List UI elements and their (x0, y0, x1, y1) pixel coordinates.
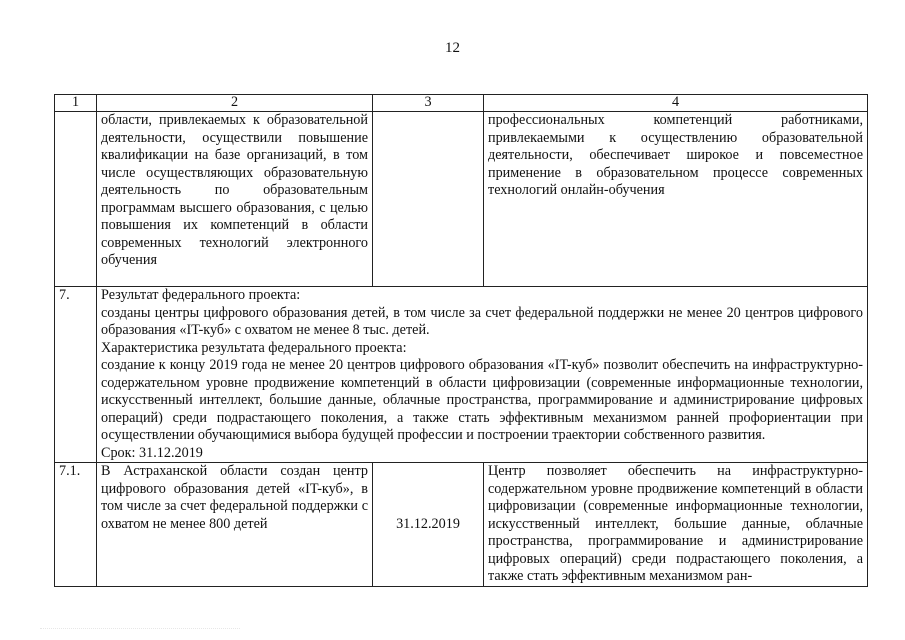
table-row-section-7 (55, 287, 868, 463)
row-7-1-outcome: Центр позволяет обеспечить на инфраструктурно-содержательном уровне продвижение компетенций в области цифровизации (современные информационные технологии, искусственный интеллект, большие данные, облачные пространства, программирование и администрирование цифровых операций) среди подрастающего поколения, а также стать эффективным механизмом ран- (484, 463, 868, 587)
row-7-1-date: 31.12.2019 (373, 463, 484, 587)
continued-description: области, привлекаемых к образовательной деятельности, осуществили повышение квалификации на базе организаций, в том числе осуществляющих образовательную деятельность по образовательным программам высшего образования, с целью повышения их компетенций в области современных технологий электронного обучения (97, 112, 373, 287)
scan-bleed-line (40, 628, 240, 637)
continued-col-1 (55, 112, 97, 287)
section-7-content (97, 287, 868, 463)
page-number: 12 (445, 40, 460, 56)
result-heading: Результат федерального проекта: (101, 287, 301, 303)
row-7-1-number: 7.1. (55, 463, 97, 587)
section-7-number: 7. (55, 287, 97, 463)
deadline-text: Срок: 31.12.2019 (101, 444, 203, 461)
result-text: созданы центры цифрового образования детей, в том числе за счет федеральной поддержки не менее 20 центров цифрового образования «IT-куб» с охватом не менее 8 тыс. детей. (101, 304, 863, 338)
continued-col-3 (373, 112, 484, 287)
project-table (54, 94, 868, 587)
header-col-2: 2 (97, 95, 373, 112)
characteristic-text: создание к концу 2019 года не менее 20 центров цифрового образования «IT-куб» позволит обеспечить на инфраструктурно-содержательном уровне продвижение компетенций в области цифровизации (современные информационные технологии, искусственный интеллект, большие данные, облачные пространства, программирование и администрирование цифровых операций) среди подрастающего поколения, а также стать эффективным механизмом ранней профориентации при осуществлении обучающимися выбора будущей профессии и построении траектории собственного развития. (101, 357, 863, 443)
header-col-3: 3 (373, 95, 484, 112)
header-col-4: 4 (484, 95, 868, 112)
table-row-continued (55, 112, 868, 287)
header-col-1: 1 (55, 95, 97, 112)
table-header-row (55, 95, 868, 112)
characteristic-heading: Характеристика результата федерального проекта: (101, 339, 407, 356)
row-7-1-description: В Астраханской области создан центр цифрового образования детей «IT-куб», в том числе за счет федеральной поддержки с охватом не менее 800 детей (97, 463, 373, 587)
table-row-7-1 (55, 463, 868, 587)
continued-outcome: профессиональных компетенций работниками, привлекаемыми к осуществлению образовательной деятельности, обеспечивает широкое и повсеместное применение в образовательном процессе современных технологий онлайн-обучения (484, 112, 868, 287)
